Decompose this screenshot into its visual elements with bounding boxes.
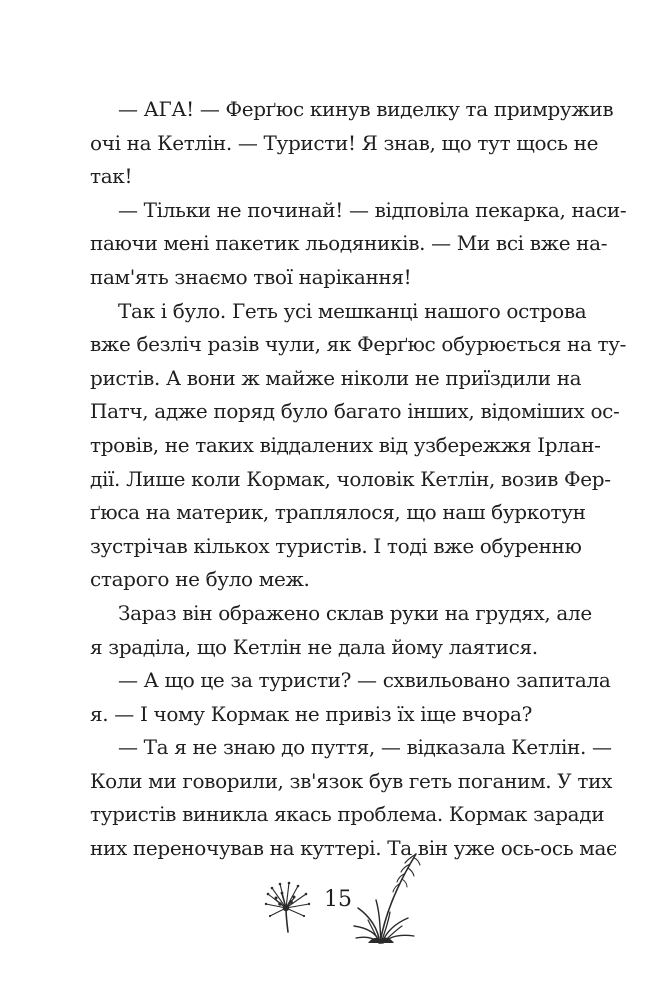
text-line: паючи мені пакетик льодяників. — Ми всі вже на- (90, 231, 608, 256)
text-line: я зраділа, що Кетлін не дала йому лаятися. (90, 634, 538, 659)
text-line: старого не було меж. (90, 567, 310, 592)
dandelion-flower-icon (262, 880, 312, 935)
text-line: зустрічав кількох туристів. І тоді вже обуренню (90, 533, 582, 558)
grass-tuft-icon (350, 850, 422, 945)
text-line: — Та я не знаю до пуття, — відказала Кетлін. — (118, 735, 612, 760)
text-line: — А що це за туристи? — схвильовано запитала (118, 668, 611, 693)
text-line: Коли ми говорили, зв'язок був геть поганим. У тих (90, 768, 613, 793)
text-line: вже безліч разів чули, як Ферґюс обурюється на ту- (90, 332, 627, 357)
text-line: тровів, не таких віддалених від узбережжя Ірлан- (90, 432, 601, 457)
text-line: Так і було. Геть усі мешканці нашого острова (118, 298, 587, 323)
text-line: так! (90, 164, 133, 189)
text-line: — Тільки не починай! — відповіла пекарка, наси- (118, 197, 627, 222)
text-line: туристів виникла якась проблема. Кормак заради (90, 802, 605, 827)
page-footer (0, 850, 671, 960)
text-line: Патч, адже поряд було багато інших, відоміших ос- (90, 399, 620, 424)
text-line: — АГА! — Ферґюс кинув виделку та примружив (118, 97, 614, 121)
text-line: них переночував на куттері. Та він уже ось-ось має (90, 836, 617, 861)
text-line: пам'ять знаємо твої нарікання! (90, 264, 412, 289)
body-text (90, 93, 627, 866)
text-line: очі на Кетлін. — Туристи! Я знав, що тут щось не (90, 130, 599, 155)
page-number: 15 (324, 887, 352, 912)
text-line: я. — І чому Кормак не привіз їх іще вчора? (90, 701, 532, 726)
text-line: ґюса на материк, траплялося, що наш буркотун (90, 500, 586, 525)
text-line: Зараз він ображено склав руки на грудях, але (118, 600, 592, 625)
text-line: ристів. А вони ж майже ніколи не приїздили на (90, 365, 582, 390)
text-line: дії. Лише коли Кормак, чоловік Кетлін, возив Фер- (90, 466, 611, 491)
